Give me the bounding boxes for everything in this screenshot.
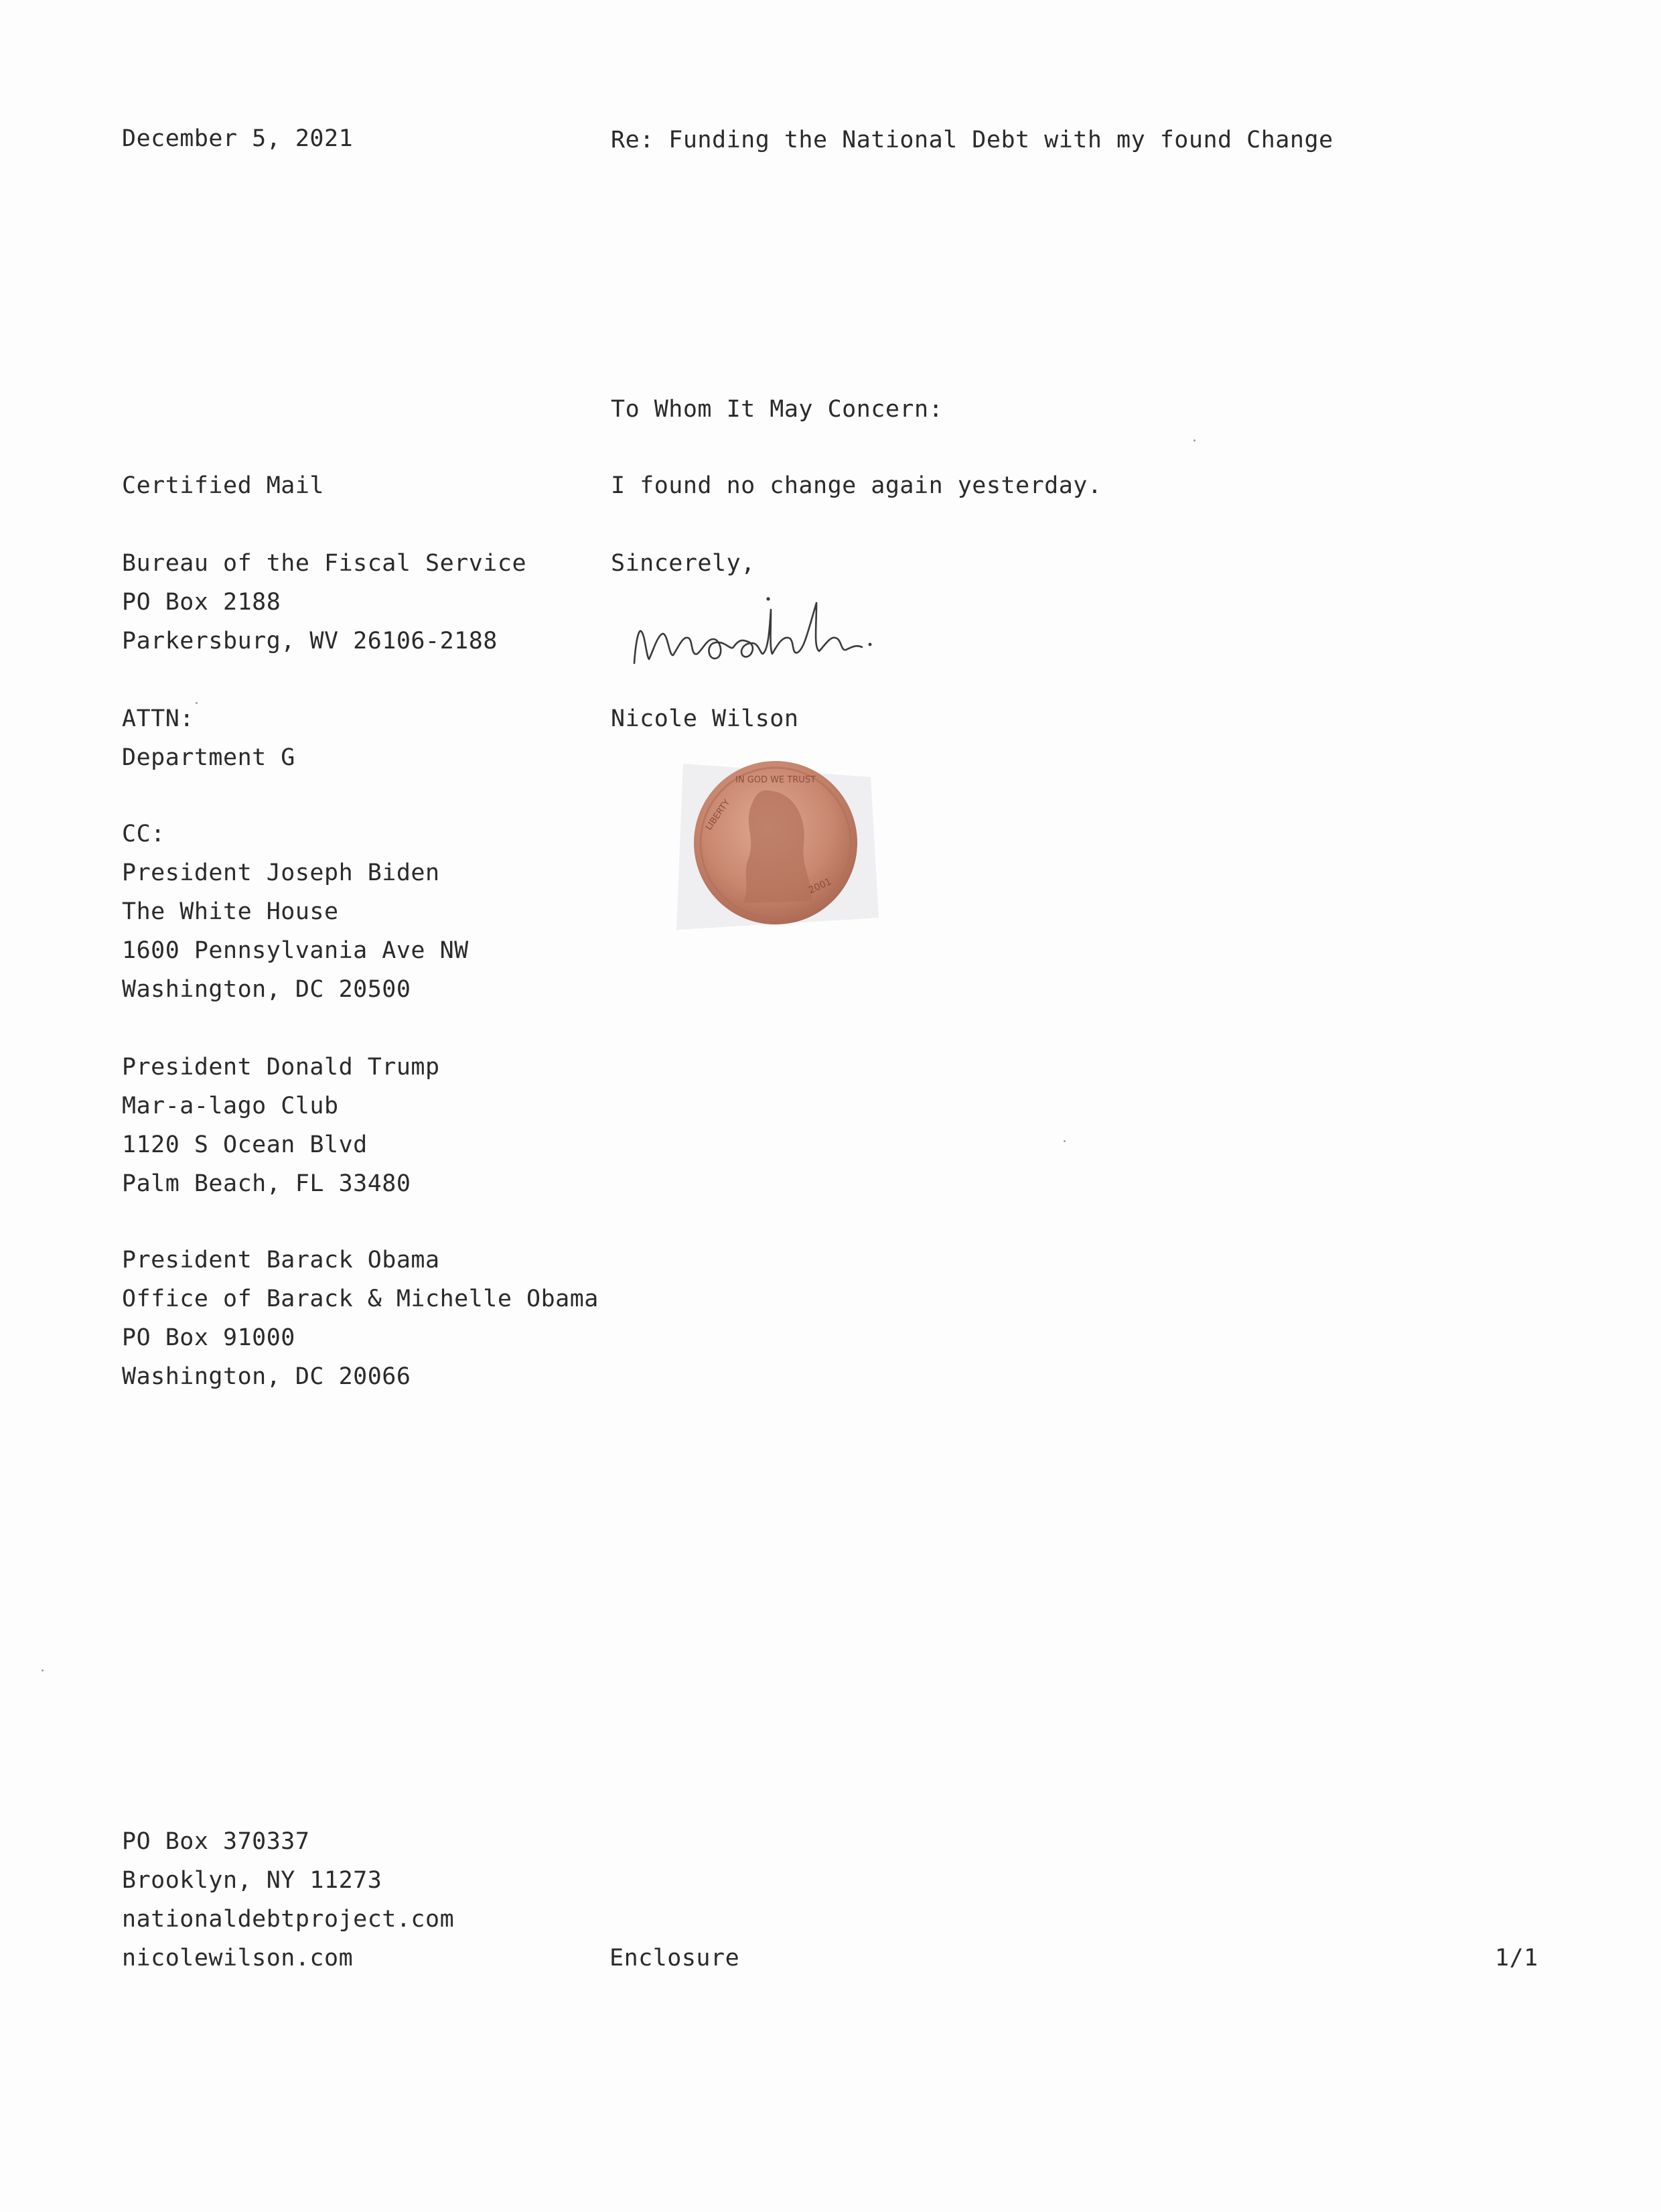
attention-block [122,699,295,777]
recipient-line: PO Box 2188 [122,589,281,616]
cc-block-trump [122,1048,440,1203]
sender-website: nicolewilson.com [122,1945,354,1972]
attn-label: ATTN: [122,705,194,732]
delivery-method: Certified Mail [122,472,325,499]
cc-line: Palm Beach, FL 33480 [122,1170,411,1197]
scan-speck [1064,1140,1066,1142]
page-number: 1/1 [1495,1945,1538,1972]
closing: Sincerely, [611,550,755,577]
sender-line: Brooklyn, NY 11273 [122,1867,382,1894]
cc-label: CC: [122,821,165,847]
cc-line: Office of Barack & Michelle Obama [122,1286,599,1312]
sender-line: PO Box 370337 [122,1828,310,1855]
handwritten-signature [626,590,948,683]
enclosure-label: Enclosure [609,1945,740,1972]
letter-date: December 5, 2021 [122,125,354,152]
signer-name: Nicole Wilson [611,705,799,732]
scan-speck [196,702,198,704]
recipient-address [122,544,526,661]
coin-liberty: LIBERTY [703,797,733,833]
sender-website: nationaldebtproject.com [122,1906,455,1933]
cc-line: President Barack Obama [122,1247,440,1273]
recipient-line: Parkersburg, WV 26106-2188 [122,628,498,654]
cc-line: President Donald Trump [122,1054,440,1081]
cc-block-obama [122,1241,599,1396]
sender-address [122,1822,454,1978]
cc-line: 1120 S Ocean Blvd [122,1131,368,1158]
attn-department: Department G [122,744,295,771]
cc-line: Washington, DC 20066 [122,1363,411,1390]
scan-speck [1194,439,1196,441]
taped-penny [663,750,891,945]
cc-line: PO Box 91000 [122,1324,295,1351]
cc-line: The White House [122,898,339,925]
cc-line: 1600 Pennsylvania Ave NW [122,937,469,964]
salutation: To Whom It May Concern: [611,396,944,423]
coin-year: 2001 [806,876,833,896]
letter-body: I found no change again yesterday. [611,472,1102,499]
scan-speck [42,1669,44,1671]
cc-line: President Joseph Biden [122,859,440,886]
letter-subject: Re: Funding the National Debt with my found Change [611,127,1333,153]
cc-block-biden [122,815,469,1009]
coin-motto: IN GOD WE TRUST [735,775,816,785]
cc-line: Mar-a-lago Club [122,1093,339,1119]
recipient-line: Bureau of the Fiscal Service [122,550,527,577]
cc-line: Washington, DC 20500 [122,976,411,1003]
